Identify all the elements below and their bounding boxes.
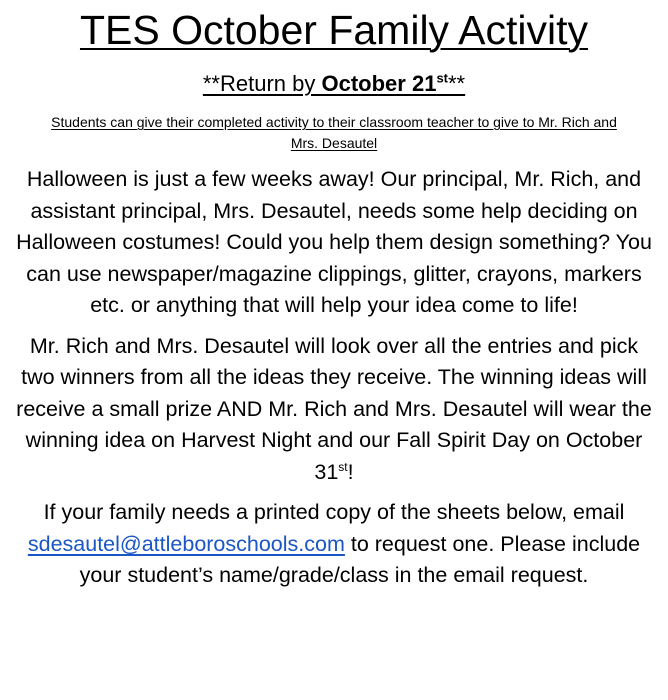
return-date: October 21st <box>321 70 448 96</box>
return-suffix: ** <box>448 71 466 96</box>
intro-paragraph: Halloween is just a few weeks away! Our principal, Mr. Rich, and assistant principal, Mrs. Desautel, needs some help deciding on Halloween costumes! Could you help them design something? You can use newspaper/magazine clippings, glitter, crayons, markers etc. or anything that will help your idea come to life! <box>16 167 652 317</box>
request-text-before: If your family needs a printed copy of the sheets below, email <box>43 500 625 524</box>
email-link[interactable]: sdesautel@attleboroschools.com <box>27 531 345 556</box>
winners-date-suffix: st <box>338 459 348 474</box>
return-date-suffix: st <box>436 70 448 86</box>
winners-end: ! <box>347 459 354 484</box>
request-copy-paragraph <box>14 497 654 592</box>
page-title: TES October Family Activity <box>79 7 589 53</box>
submission-instructions: Students can give their completed activity to their classroom teacher to give to Mr. Rich and Mrs. Desautel <box>51 114 617 151</box>
winners-text: Mr. Rich and Mrs. Desautel will look over all the entries and pick two winners from all the ideas they receive. The winning ideas will receive a small prize AND Mr. Rich and Mrs. Desautel will wear the winning idea on Harvest Night and our Fall Spirit Day on October 31 <box>16 333 652 484</box>
return-prefix: **Return by <box>202 71 322 96</box>
return-deadline <box>14 70 654 98</box>
request-text-after: to request one. Please include your student’s name/grade/class in the email request. <box>79 531 641 587</box>
winners-paragraph <box>14 331 654 489</box>
